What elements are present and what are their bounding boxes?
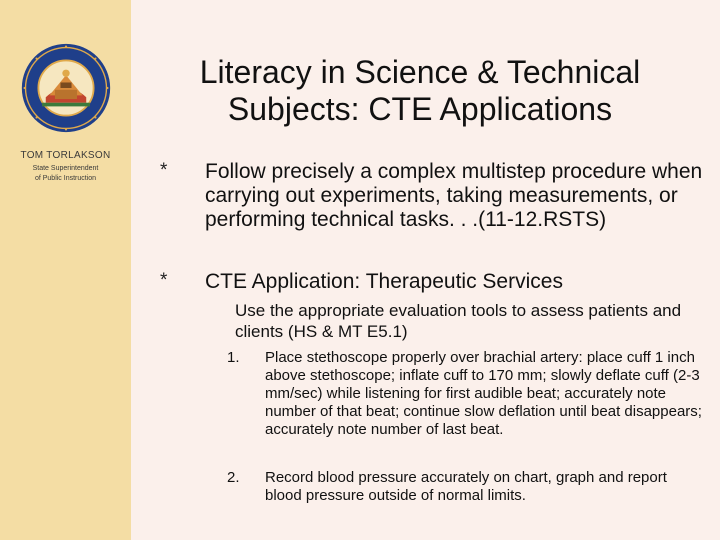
sidebar	[0, 0, 131, 540]
step-number: 2.	[227, 469, 240, 486]
superintendent-name: TOM TORLAKSON	[20, 150, 111, 161]
slide-title-line1: Literacy in Science & Technical	[199, 54, 641, 90]
slide-title-line2: Subjects: CTE Applications	[227, 91, 613, 127]
department-of-education-seal-icon	[20, 42, 112, 134]
step-text: Record blood pressure accurately on chart, graph and report blood pressure outside of normal limits.	[265, 469, 667, 504]
step-text: Place stethoscope properly over brachial artery: place cuff 1 inch above stethoscope; inflate cuff to 170 mm; slowly deflate cuff (2-3 mm/sec) while listening for first audible beat; accurately note number of that beat; continue slow deflation until beat disappears; accurately note number of last beat.	[265, 349, 702, 438]
superintendent-title	[0, 164, 131, 184]
slide-title	[150, 54, 690, 128]
bullet-text: CTE Application: Therapeutic Services	[205, 270, 563, 293]
bullet-marker: *	[160, 160, 168, 181]
superintendent-title-line2: of Public Instruction	[34, 175, 97, 182]
superintendent-title-line1: State Superintendent	[32, 165, 99, 172]
bullet-text: Follow precisely a complex multistep procedure when carrying out experiments, taking measurements, or performing technical tasks. . .(11-12.RSTS)	[205, 160, 703, 231]
step-number: 1.	[227, 349, 240, 366]
bullet-marker: *	[160, 270, 168, 291]
sub-bullet-text: Use the appropriate evaluation tools to assess patients and clients (HS & MT E5.1)	[235, 301, 682, 341]
